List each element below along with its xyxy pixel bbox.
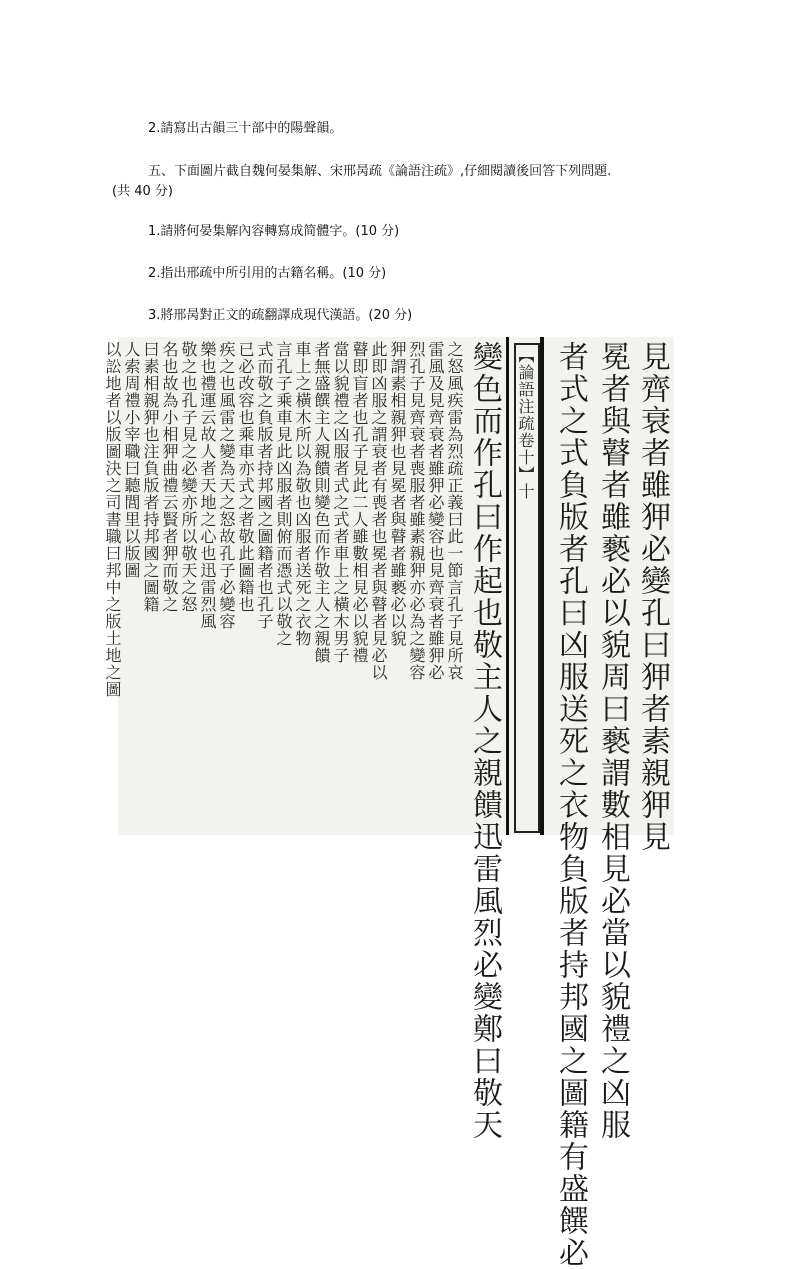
column-rule xyxy=(506,337,509,835)
scan-column-6: 之怒風疾雷為烈疏正義曰此一節言孔子見所哀 xyxy=(445,341,464,681)
column-rule xyxy=(540,337,544,835)
scan-column-10: 此即凶服之謂衰者有喪者也冕者與瞽者見必以 xyxy=(369,341,388,681)
scan-column-20: 敬之也孔子見之必變亦所以敬天之怒 xyxy=(179,341,198,613)
scan-column-23: 人索周禮小宰職曰聽閭里以版圖 xyxy=(122,341,141,579)
scan-column-1: 見齊衰者雖狎必變孔曰狎者素親狎見 xyxy=(635,341,670,853)
scan-column-11: 瞽即盲者也孔子見此二人雖數相見必以貌禮 xyxy=(350,341,369,664)
scan-column-7: 雷風及見齊衰者雖狎必變容也見齊衰者雖狎必 xyxy=(426,341,445,681)
scan-column-4: 變色而作孔曰作起也敬主人之親饋迅雷風烈必變鄭曰敬天 xyxy=(467,341,502,1141)
scan-column-12: 當以貌禮之凶服者式之式者車上之橫木男子 xyxy=(331,341,350,664)
scan-column-2: 冕者與瞽者雖褻必以貌周曰褻謂數相見必當以貌禮之凶服 xyxy=(595,341,630,1141)
scan-column-14: 車上之橫木所以為敬也凶服者送死之衣物 xyxy=(293,341,312,647)
question-5-line-1: 五、下面圖片截自魏何晏集解、宋邢昺疏《論語注疏》,仔細閱讀後回答下列問題. xyxy=(148,164,612,179)
question-5-line-2: (共 40 分) xyxy=(112,184,173,199)
scan-column-22: 曰素相親狎也注負版者持邦國之圖籍 xyxy=(141,341,160,613)
scan-column-21: 名也故為小相狎曲禮云賢者狎而敬之 xyxy=(160,341,179,613)
scan-column-16: 式而敬之負版者持邦國之圖籍者也孔子 xyxy=(255,341,274,630)
scan-column-3: 者式之式負版者孔曰凶服送死之衣物負版者持邦國之圖籍有盛饌必 xyxy=(553,341,588,1269)
scan-column-9: 狎謂素相親狎也見冕者與瞽者雖褻必以貌 xyxy=(388,341,407,647)
subquestion-3: 3.將邢昺對正文的疏翻譯成現代漢語。(20 分) xyxy=(148,308,413,323)
scan-column-15: 言孔子乘車見此凶服者則俯而憑式以敬之 xyxy=(274,341,293,647)
scan-column-5: 【論語注疏卷十】十 xyxy=(516,347,535,500)
scan-column-17: 已必改容也乘車亦式之者敬此圖籍也 xyxy=(236,341,255,613)
scan-column-24: 以訟地者以版圖決之司書職曰邦中之版土地之圖 xyxy=(103,341,122,698)
scan-column-8: 烈孔子見齊衰者喪服者雖素親狎亦必為之變容 xyxy=(407,341,426,681)
question-2: 2.請寫出古韻三十部中的陽聲韻。 xyxy=(148,121,343,136)
scan-column-13: 者無盛饌主人親饋則變色而作敬主人之親饋 xyxy=(312,341,331,664)
subquestion-2: 2.指出邢疏中所引用的古籍名稱。(10 分) xyxy=(148,266,387,281)
scan-column-19: 樂也禮運云故人者天地之心也迅雷烈風 xyxy=(198,341,217,630)
classical-text-scan xyxy=(103,337,674,1269)
subquestion-1: 1.請將何晏集解內容轉寫成简體字。(10 分) xyxy=(148,224,400,239)
scan-column-18: 疾之也風雷之變為天之怒故孔子必變容 xyxy=(217,341,236,630)
